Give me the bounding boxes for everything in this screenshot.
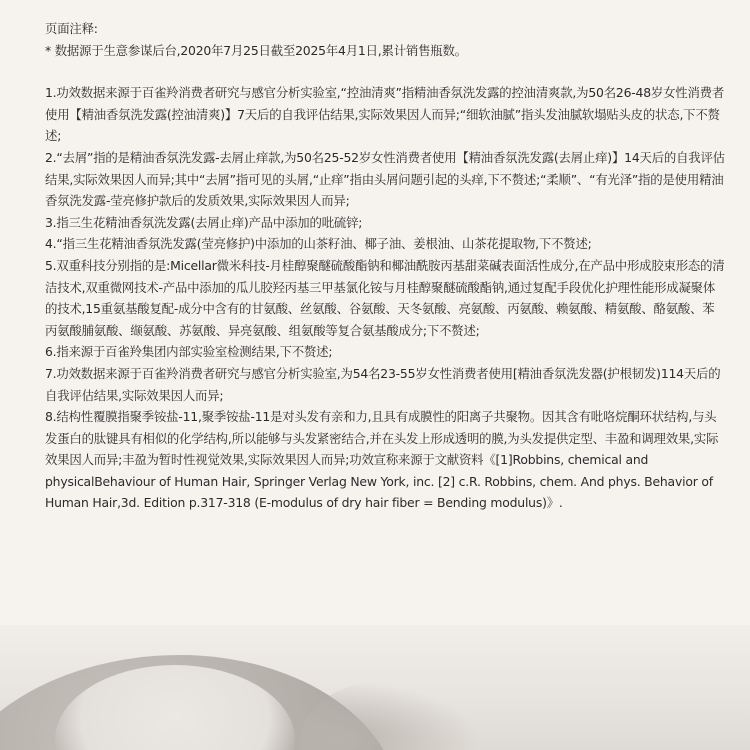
note-item-1: 1.功效数据来源于百雀羚消费者研究与感官分析实验室,“控油清爽”指精油香氛洗发露的控油清爽款,为50名26-48岁女性消费者使用【精油香氛洗发露(控油清爽)】7天后的自我评估结果,实际效果因人而异;“细软油腻”指头发油腻软塌贴头皮的状态,下不赘述; [45, 85, 725, 144]
notes-heading: 页面注释: [45, 21, 98, 36]
note-item-8: 8.结构性覆膜指聚季铵盐-11,聚季铵盐-11是对头发有亲和力,且具有成膜性的阳离子共聚物。因其含有吡咯烷酮环状结构,与头发蛋白的肽键具有相似的化学结构,所以能够与头发紧密结合,并在头发上形成透明的膜,为头发提供定型、丰盈和调理效果,实际效果因人而异;丰盈为暂时性视觉效果,实际效果因人而异;功效宣称来源于文献资料《[1]Robbins, chemical and physicalBehaviour of Human Hair, Springer Verlag New York, inc. [2] c.R. Robbins, chem. And phys. Behavior of Human Hair,3d. Edition p.317-318 (E-modulus of dry hair fiber = Bending modulus)》. [45, 409, 719, 511]
note-item-3: 3.指三生花精油香氛洗发露(去屑止痒)产品中添加的吡硫锌; [45, 214, 363, 230]
source-note: * 数据源于生意参谋后台,2020年7月25日截至2025年4月1日,累计销售瓶数。 [45, 42, 467, 58]
photo-shadow [300, 680, 480, 750]
note-item-5: 5.双重科技分别指的是:Micellar微米科技-月桂醇聚醚硫酸酯钠和椰油酰胺丙基甜菜碱表面活性成分,在产品中形成胶束形态的清洁技术,双重微网技术-产品中添加的瓜儿胶羟丙基三甲基氯化铵与月桂醇聚醚硫酸酯钠,通过复配手段优化护理性能形成凝聚体的技术,15重氨基酸复配-成分中含有的甘氨酸、丝氨酸、谷氨酸、天冬氨酸、亮氨酸、丙氨酸、赖氨酸、精氨酸、酪氨酸、苯丙氨酸脯氨酸、缬氨酸、苏氨酸、异亮氨酸、组氨酸等复合氨基酸成分;下不赘述; [45, 257, 725, 338]
note-item-7: 7.功效数据来源于百雀羚消费者研究与感官分析实验室,为54名23-55岁女性消费者使用[精油香氛洗发器(护根韧发)114天后的自我评估结果,实际效果因人而异; [45, 365, 721, 403]
decorative-photo-strip [0, 625, 750, 750]
note-item-2: 2.“去屑”指的是精油香氛洗发露-去屑止痒款,为50名25-52岁女性消费者使用【精油香氛洗发露(去屑止痒)】14天后的自我评估结果,实际效果因人而异;其中“去屑”指可见的头屑,“止痒”指由头屑问题引起的头痒,下不赘述;“柔顺”、“有光泽”指的是使用精油香氛洗发露-莹亮修护款后的发质效果,实际效果因人而异; [45, 149, 725, 209]
spacer [45, 61, 725, 82]
page-notes [45, 18, 725, 514]
note-item-6: 6.指来源于百雀羚集团内部实验室检测结果,下不赘述; [45, 344, 333, 360]
note-item-4: 4.“指三生花精油香氛洗发露(莹亮修护)中添加的山茶籽油、椰子油、姜根油、山茶花提取物,下不赘述; [45, 236, 592, 252]
